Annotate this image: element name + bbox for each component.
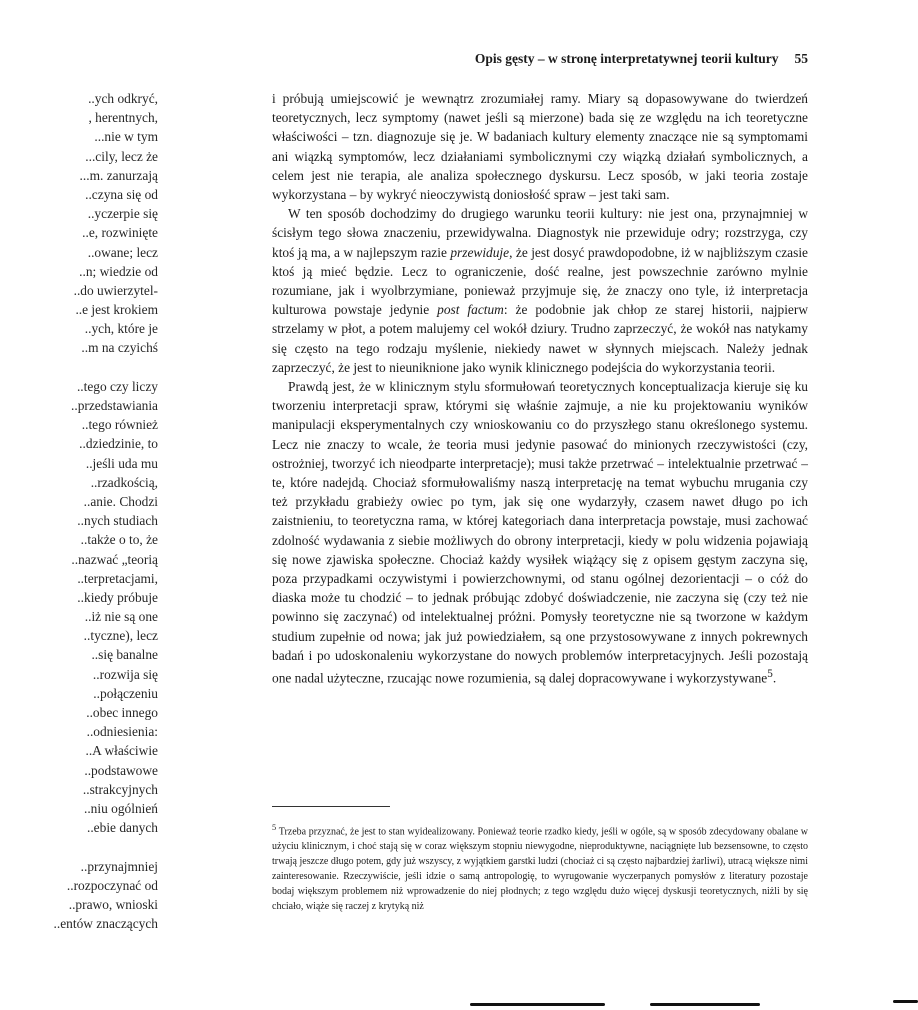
left-fragment-line: ..strakcyjnych <box>82 781 158 797</box>
paragraph-text: W ten sposób dochodzimy do drugiego warunku teorii kultury: nie jest ona, przynajmniej w ścisłym tego słowa znaczeniu, przewidywalna. Diagnostyk nie przewiduje odry; rozstrzyga, czy ktoś ją ma, a w najlepszym razie <box>272 206 808 260</box>
left-fragment-line: ..połączeniu <box>93 685 158 701</box>
scan-smudge <box>470 1003 605 1006</box>
left-fragment-line: ..ych, które je <box>84 321 158 337</box>
paragraph-text: . <box>772 670 777 686</box>
italic-text: przewiduje <box>450 244 510 260</box>
body-paragraph <box>272 204 808 377</box>
left-fragment-line: ..anie. Chodzi <box>83 493 158 509</box>
running-title: Opis gęsty – w stronę interpretatywnej teorii kultury <box>474 51 779 66</box>
footnote <box>272 820 808 914</box>
left-fragment-line: ...m. zanurzają <box>79 167 158 183</box>
left-fragment-line: ..iż nie są one <box>84 609 158 625</box>
left-fragment-line: ..n; wiedzie od <box>79 263 158 279</box>
left-fragment-line: ..rzadkością, <box>90 474 158 490</box>
scan-smudge <box>650 1003 760 1006</box>
left-fragment-line: ..dziedzinie, to <box>79 436 158 452</box>
left-fragment-line: ..także o to, że <box>80 532 158 548</box>
left-fragment-line: ..się banalne <box>91 647 158 663</box>
left-fragment-line: ..e, rozwinięte <box>82 225 158 241</box>
left-fragment-line: ..terpretacjami, <box>77 570 158 586</box>
body-paragraph <box>272 377 808 688</box>
paragraph-text: : że podobnie jak chłop ze starej historii, najpierw strzelamy w płot, a potem malujemy cel wokół dziury. Trudno zaprzeczyć, że wokół nas natykamy się często na tego rodzaju myślenie, niekiedy nawet w słynnych miejscach. Należy jednak zaprzeczyć, że jest to nieuniknione jako wynik klinicznego podejścia do wykorzystania teorii. <box>272 302 808 375</box>
left-fragment-line: ..niu ogólnień <box>83 800 158 816</box>
left-page-fragment <box>0 89 158 933</box>
left-fragment-line: ..do uwierzytel- <box>73 282 158 298</box>
scan-smudge <box>893 1000 918 1003</box>
left-fragment-line: ...cily, lecz że <box>85 148 158 164</box>
left-fragment-line: ..kiedy próbuje <box>77 589 158 605</box>
left-fragment-line: ..nazwać „teorią <box>71 551 158 567</box>
left-fragment-line: ..odniesienia: <box>86 724 158 740</box>
main-text <box>272 89 808 688</box>
paragraph-text: , że jest dosyć prawdopodobne, iż w najbliższym czasie ktoś ją mieć będzie. Lecz to ograniczenie, dość realne, jest powszechnie zarówno mylnie rozumiane, jak i wyolbrzymiane, ponieważ przyjmuje się, że znaczy ono tyle, iż interpretacja kulturowa powstaje jedynie <box>272 244 809 318</box>
left-fragment-gap <box>0 358 158 377</box>
footnote-rule <box>272 806 390 807</box>
left-fragment-line: ..m na czyichś <box>81 340 158 356</box>
paragraph-text: i próbują umiejscowić je wewnątrz zrozumiałej ramy. Miary są dopasowywane do twierdzeń teoretycznych, lecz symptomy (nawet jeśli są mierzone) bada się ze względu na ich teoretyczne właściwości – tzn. diagnozuje się je. W badaniach kultury elementy znaczące nie są symptomami ani wiązką symptomów, lecz działaniami symbolicznymi czy wiązką działań symbolicznych, a celem jest nie terapia, ale analiza społecznego dyskursu. Lecz sposób, w jaki teoria zostaje wykorzystana – by wykryć nieoczywistą doniosłość spraw – jest taki sam. <box>272 91 808 203</box>
footnote-ref: 5 <box>767 668 773 681</box>
body-paragraph <box>272 89 808 204</box>
left-fragment-line: ..rozpoczynać od <box>66 877 158 893</box>
left-fragment-line: ..rozwija się <box>92 666 158 682</box>
left-fragment-line: ..obec innego <box>86 705 158 720</box>
footnote-marker: 5 <box>272 823 277 832</box>
left-fragment-line: ..entów znaczących <box>53 916 158 932</box>
left-fragment-line: ..A właściwie <box>85 743 158 759</box>
left-fragment-gap <box>0 837 158 856</box>
footnote-text: Trzeba przyznać, że jest to stan wyidealizowany. Ponieważ teorie rzadko kiedy, jeśli w ogóle, są w sposób zdecydowany obalane w użyciu klinicznym, i choć stają się w coraz większym stopniu niewygodne, nieproduktywne, naciągnięte lub bezsensowne, to często trwają jeszcze długo potem, gdy już wszyscy, z wyjątkiem garstki ludzi (chociaż ci są często najbardziej żarliwi), utracą większe nimi zainteresowanie. Rzeczywiście, jeśli idzie o samą antropologię, to wyrugowanie wyczerpanych pomysłów z literatury pozostaje bodaj większym problemem niż wprowadzenie do niej płodnych; z tego względu dużo więcej dyskusji teoretycznych, niżli by się chciało, wiąże się raczej z krytyką niż <box>272 826 808 913</box>
left-fragment-line: ..tego czy liczy <box>76 378 158 394</box>
page-number: 55 <box>794 51 808 66</box>
running-header <box>272 49 808 69</box>
left-fragment-line: ..jeśli uda mu <box>85 455 158 471</box>
left-fragment-line: ..przedstawiania <box>71 398 158 413</box>
left-fragment-line: ..podstawowe <box>84 762 158 778</box>
left-fragment-line: ..e jest krokiem <box>75 302 158 318</box>
left-fragment-line: ..yczerpie się <box>87 206 158 222</box>
left-fragment-line: ..tyczne), lecz <box>83 628 158 644</box>
left-fragment-line: ..czyna się od <box>85 186 158 202</box>
left-fragment-line: ...nie w tym <box>94 129 158 145</box>
left-fragment-line: ..nych studiach <box>77 513 158 529</box>
left-fragment-line: ..tego również <box>81 417 158 433</box>
left-fragment-line: ..owane; lecz <box>87 244 158 260</box>
left-fragment-line: ..prawo, wnioski <box>68 896 158 912</box>
left-fragment-line: , herentnych, <box>88 110 158 126</box>
paragraph-text: Prawdą jest, że w klinicznym stylu sformułowań teoretycznych konceptualizacja kieruje się ku tworzeniu interpretacji spraw, którymi się właśnie zajmuje, a nie ku projektowaniu wyników manipulacji eksperymentalnych czy wnioskowaniu co do przyszłego stanu określonego systemu. Lecz nie znaczy to wcale, że teoria musi jedynie pasować do minionych rzeczywistości (czy, ostrożniej, tworzyć ich nieodparte interpretacje); musi także przetrwać – intelektualnie przetrwać – te, które nadejdą. Chociaż sformułowaliśmy naszą interpretację na temat wybuchu mrugania czy też przykładu grabieży owiec po tym, jak się one wydarzyły, czasem nawet długo po ich zaistnieniu, to teoretyczna rama, w której kategoriach dana interpretacja powstaje, musi zachować zdolność wydawania z siebie możliwych do obrony interpretacji, kiedy w polu widzenia pojawiają się nowe zjawiska społeczne. Chociaż każdy wysiłek wiążący się z opisem gęstym zaczyna się, poza przypadkami oczywistymi i powierzchownymi, od stanu ogólnej dezorientacji – o cóż do diaska może tu chodzić – to jednak próbując zdobyć doświadczenie, nie zaczyna się (czy też nie powinno się zaczynać) od intelektualnej próżni. Pomysły teoretyczne nie są tworzone w każdym studium zupełnie od nowa; jak już powiedziałem, są one przystosowywane z innych pokrewnych badań i po udoskonaleniu wykorzystane do nowych problemów interpretacyjnych. Jeśli pozostają one nadal użyteczne, rzucając nowe rozumienia, są dalej dopracowywane i wykorzystywane <box>272 379 808 686</box>
left-fragment-line: ..ych odkryć, <box>88 91 158 106</box>
left-fragment-line: ..ebie danych <box>86 820 158 836</box>
left-fragment-line: ..przynajmniej <box>80 858 158 874</box>
italic-text: post factum <box>437 302 504 318</box>
